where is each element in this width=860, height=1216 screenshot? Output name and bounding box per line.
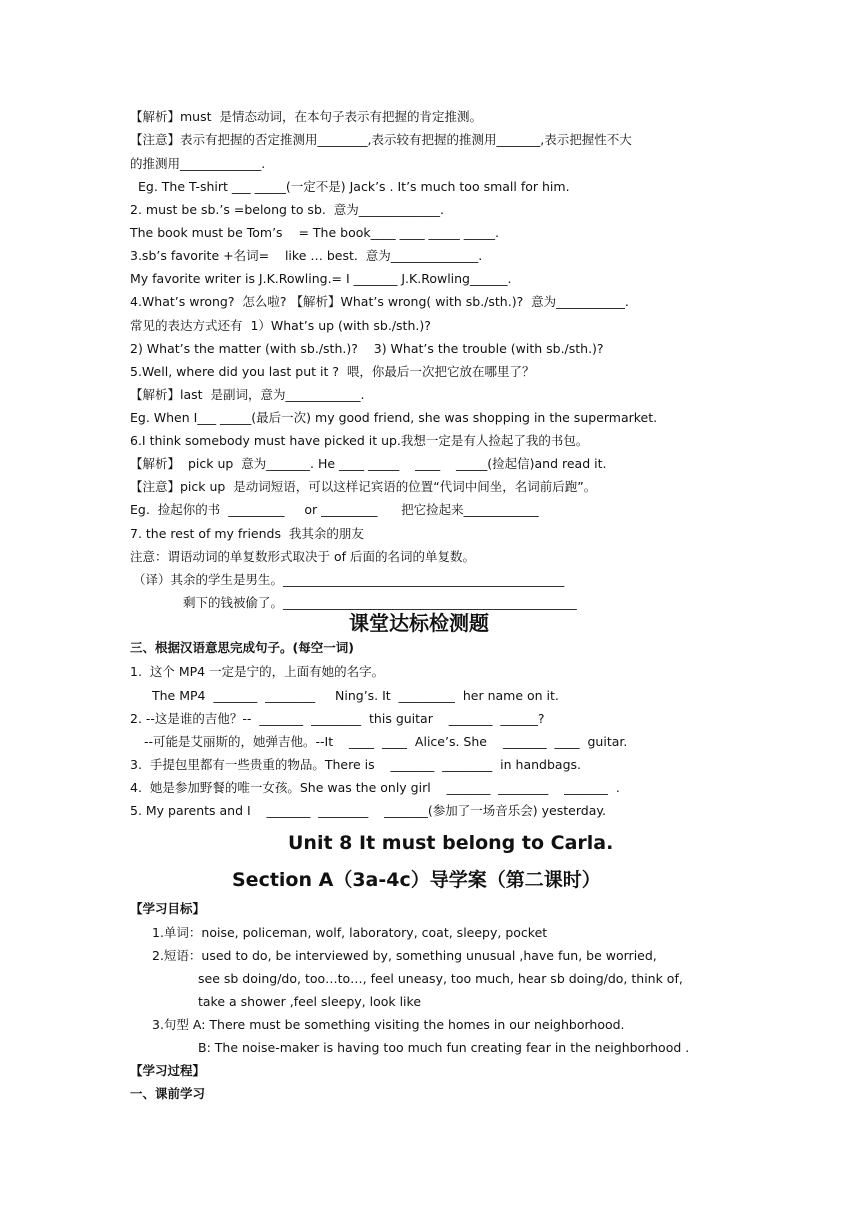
text-line-9: 4.What’s wrong? 怎么啦? 【解析】What’s wrong( with sb./sth.)? 意为___________.	[130, 294, 629, 309]
text-line-18: Eg. 捡起你的书 _________ or _________ 把它捡起来____________	[130, 502, 539, 517]
text-line-11: 2) What’s the matter (with sb./sth.)? 3) What’s the trouble (with sb./sth.)?	[130, 341, 604, 356]
text-line-8: My favorite writer is J.K.Rowling.= I _______ J.K.Rowling______.	[130, 271, 512, 286]
goals-sentence-a: 3.句型 A: There must be something visiting the homes in our neighborhood.	[152, 1017, 625, 1032]
pre-class-heading: 一、课前学习	[130, 1086, 206, 1101]
learning-process-heading: 【学习过程】	[130, 1063, 206, 1078]
text-line-17: 【注意】pick up 是动词短语，可以这样记宾语的位置“代词中间坐，名词前后跑”。	[130, 479, 597, 494]
text-line-13: 【解析】last 是副词，意为____________.	[130, 387, 365, 402]
text-line-15: 6.I think somebody must have picked it up.我想一定是有人捡起了我的书包。	[130, 433, 589, 448]
exercise-heading: 三、根据汉语意思完成句子。(每空一词)	[130, 640, 354, 655]
translate-line-1: （译）其余的学生是男生。_____________________________________________	[133, 572, 565, 587]
text-line-1: 【解析】must 是情态动词，在本句子表示有把握的肯定推测。	[130, 109, 482, 124]
exercise-5: 5. My parents and I _______ ________ _______(参加了一场音乐会) yesterday.	[130, 803, 606, 818]
unit-title: Unit 8 It must belong to Carla.	[288, 832, 614, 854]
exercise-2-prompt: 2. --这是谁的吉他？-- _______ ________ this guitar _______ ______?	[130, 711, 545, 726]
exercise-4: 4. 她是参加野餐的唯一女孩。She was the only girl _______ ________ _______ .	[130, 780, 620, 795]
learning-goals-heading: 【学习目标】	[130, 901, 206, 916]
text-line-12: 5.Well, where did you last put it ? 喂，你最后一次把它放在哪里了？	[130, 364, 535, 379]
text-line-3: 的推测用_____________.	[130, 156, 266, 171]
exercise-1-answer: The MP4 _______ ________ Ning’s. It _________ her name on it.	[152, 688, 559, 703]
goals-phrases-1: 2.短语：used to do, be interviewed by, something unusual ,have fun, be worried,	[152, 948, 657, 963]
text-line-14: Eg. When I___ _____(最后一次) my good friend, she was shopping in the supermarket.	[130, 410, 658, 425]
section-heading-classroom-test: 课堂达标检测题	[349, 611, 489, 635]
text-line-6: The book must be Tom’s = The book____ ____ _____ _____.	[130, 225, 499, 240]
goals-sentence-b: B: The noise-maker is having too much fun creating fear in the neighborhood .	[198, 1040, 690, 1055]
text-line-10: 常见的表达方式还有 1）What’s up (with sb./sth.)?	[130, 318, 431, 333]
translate-line-2: 剩下的钱被偷了。_______________________________________________	[183, 595, 577, 610]
goals-words: 1.单词：noise, policeman, wolf, laboratory, coat, sleepy, pocket	[152, 925, 548, 940]
goals-phrases-2: see sb doing/do, too…to…, feel uneasy, too much, hear sb doing/do, think of,	[198, 971, 683, 986]
text-line-4: Eg. The T-shirt ___ _____(一定不是) Jack’s . It’s much too small for him.	[138, 179, 570, 194]
text-line-20: 注意：谓语动词的单复数形式取决于 of 后面的名词的单复数。	[130, 549, 475, 564]
exercise-2-answer: --可能是艾丽斯的，她弹吉他。--It ____ ____ Alice’s. She _______ ____ guitar.	[144, 734, 628, 749]
exercise-3: 3. 手提包里都有一些贵重的物品。There is _______ ________ in handbags.	[130, 757, 581, 772]
text-line-5: 2. must be sb.’s =belong to sb. 意为_____________.	[130, 202, 445, 217]
text-line-2: 【注意】表示有把握的否定推测用________,表示较有把握的推测用_______,表示把握性不大	[130, 132, 632, 147]
text-line-19: 7. the rest of my friends 我其余的朋友	[130, 526, 364, 541]
section-title: Section A（3a-4c）导学案（第二课时）	[232, 869, 601, 891]
text-line-7: 3.sb’s favorite +名词= like … best. 意为______________.	[130, 248, 483, 263]
text-line-16: 【解析】 pick up 意为_______. He ____ _____ ____ _____(捡起信)and read it.	[130, 456, 607, 471]
exercise-1-prompt: 1. 这个 MP4 一定是宁的，上面有她的名字。	[130, 664, 385, 679]
goals-phrases-3: take a shower ,feel sleepy, look like	[198, 994, 422, 1009]
